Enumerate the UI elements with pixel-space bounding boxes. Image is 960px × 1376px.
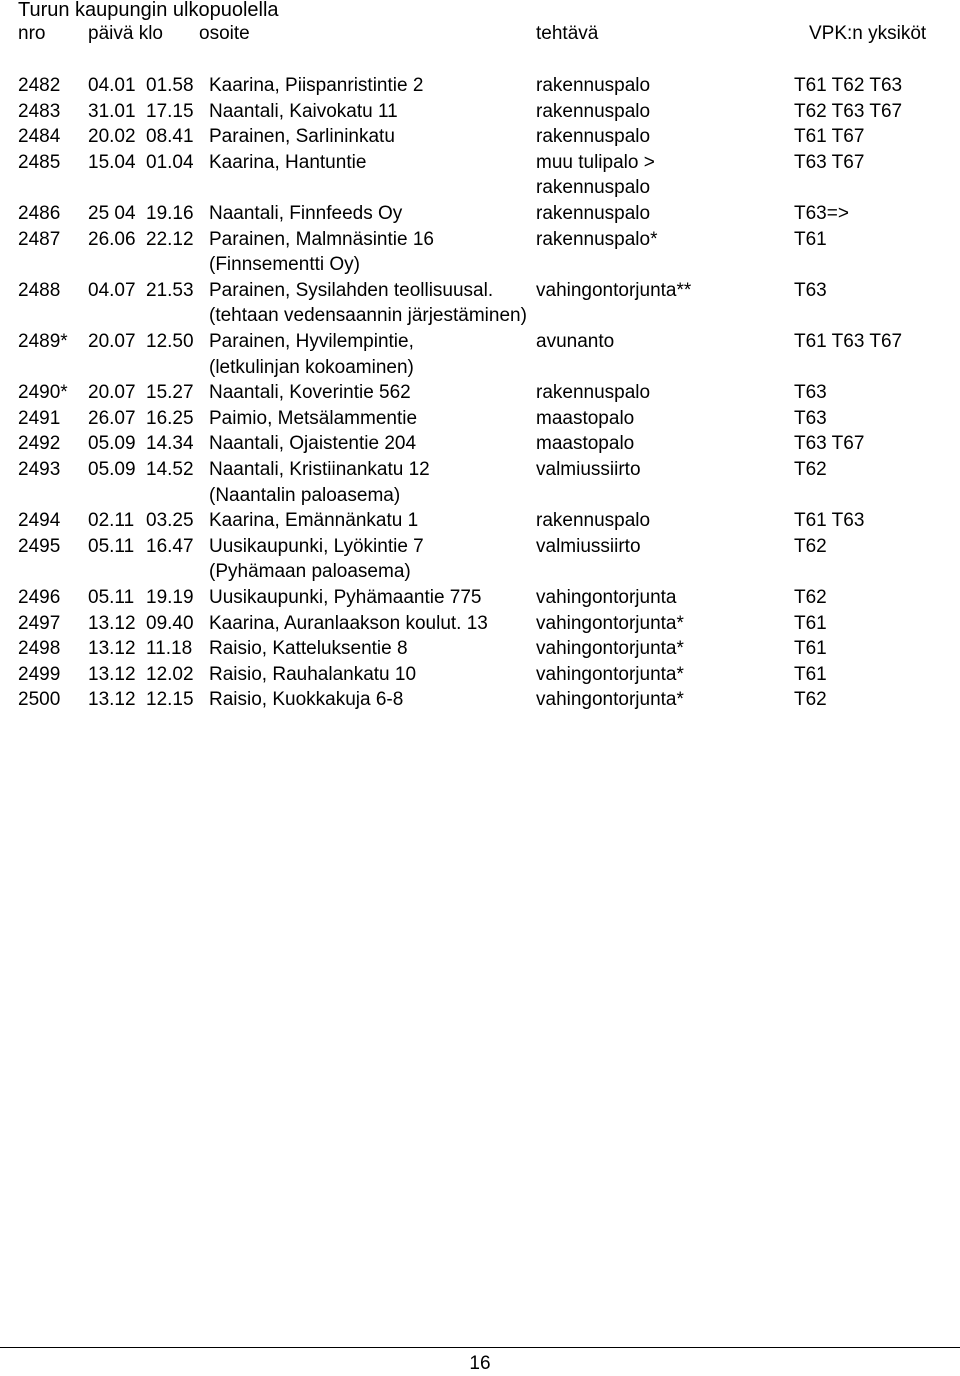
cell-address: Uusikaupunki, Pyhämaantie 775 [209,587,482,608]
cell-date: 05.09 [88,433,136,454]
cell-date: 13.12 [88,638,136,659]
cell-date: 13.12 [88,664,136,685]
table-row [0,150,960,176]
cell-time: 03.25 [146,510,194,531]
cell-time: 12.50 [146,331,194,352]
table-row [0,73,960,99]
table-row [0,201,960,227]
section-title: Turun kaupungin ulkopuolella [18,0,279,21]
cell-units: T63 T67 [794,152,865,173]
table-row [0,406,960,432]
cell-address: Raisio, Katteluksentie 8 [209,638,408,659]
cell-time: 01.58 [146,75,194,96]
cell-nro: 2484 [18,126,61,147]
cell-units: T61 T67 [794,126,865,147]
cell-nro: 2499 [18,664,61,685]
cell-time: 12.15 [146,689,194,710]
cell-units: T62 [794,536,827,557]
table-row [0,380,960,406]
cell-units: T63 T67 [794,433,865,454]
table-row [0,329,960,355]
table-row [0,99,960,125]
cell-nro: 2485 [18,152,61,173]
cell-date: 13.12 [88,689,136,710]
cell-units: T63 [794,280,827,301]
cell-date: 05.09 [88,459,136,480]
cell-time: 21.53 [146,280,194,301]
table-row [0,278,960,304]
cell-nro: 2489* [18,331,68,352]
cell-time: 14.34 [146,433,194,454]
table-row [0,636,960,662]
cell-time: 12.02 [146,664,194,685]
cell-address: Uusikaupunki, Lyökintie 7 [209,536,424,557]
cell-task: rakennuspalo [536,126,651,147]
table-row [0,252,960,278]
cell-time: 15.27 [146,382,194,403]
cell-nro: 2495 [18,536,61,557]
cell-task: vahingontorjunta** [536,280,692,301]
cell-task: maastopalo [536,433,635,454]
cell-task: vahingontorjunta* [536,689,684,710]
cell-units: T62 [794,459,827,480]
table-row [0,483,960,509]
cell-time: 08.41 [146,126,194,147]
cell-address: Kaarina, Hantuntie [209,152,367,173]
cell-address: Kaarina, Emännänkatu 1 [209,510,419,531]
cell-nro: 2491 [18,408,61,429]
header-units: VPK:n yksiköt [809,23,927,44]
cell-date: 05.11 [88,587,135,608]
cell-address: Naantali, Koverintie 562 [209,382,411,403]
cell-task: rakennuspalo [536,101,651,122]
cell-address: Raisio, Kuokkakuja 6-8 [209,689,404,710]
cell-task: valmiussiirto [536,536,641,557]
cell-date: 13.12 [88,613,136,634]
cell-task: vahingontorjunta* [536,613,684,634]
cell-address: (Pyhämaan paloasema) [209,561,411,582]
cell-time: 22.12 [146,229,194,250]
cell-address: (tehtaan vedensaannin järjestäminen) [209,305,527,326]
cell-task: rakennuspalo [536,510,651,531]
cell-nro: 2497 [18,613,61,634]
cell-nro: 2500 [18,689,61,710]
cell-nro: 2488 [18,280,61,301]
cell-time: 17.15 [146,101,194,122]
cell-address: (letkulinjan kokoaminen) [209,357,414,378]
table-row [0,611,960,637]
table-row [0,355,960,381]
table-row [0,585,960,611]
cell-address: Kaarina, Piispanristintie 2 [209,75,424,96]
table-row [0,508,960,534]
cell-address: Parainen, Malmnäsintie 16 [209,229,434,250]
cell-date: 02.11 [88,510,135,531]
cell-units: T62 [794,587,827,608]
cell-nro: 2483 [18,101,61,122]
cell-units: T63 [794,382,827,403]
cell-date: 20.07 [88,382,136,403]
cell-units: T61 [794,229,827,250]
cell-task: maastopalo [536,408,635,429]
cell-date: 26.07 [88,408,136,429]
cell-date: 04.07 [88,280,136,301]
cell-task: rakennuspalo [536,382,651,403]
cell-units: T61 [794,638,827,659]
cell-address: Naantali, Ojaistentie 204 [209,433,417,454]
cell-nro: 2494 [18,510,61,531]
cell-address: Naantali, Finnfeeds Oy [209,203,403,224]
cell-units: T63=> [794,203,849,224]
cell-address: Naantali, Kaivokatu 11 [209,101,398,122]
cell-nro: 2490* [18,382,68,403]
page-number: 16 [469,1353,491,1374]
cell-task: vahingontorjunta* [536,664,684,685]
cell-date: 20.02 [88,126,136,147]
cell-units: T61 T63 [794,510,865,531]
cell-units: T63 [794,408,827,429]
cell-task: avunanto [536,331,615,352]
cell-date: 05.11 [88,536,135,557]
cell-address: Raisio, Rauhalankatu 10 [209,664,417,685]
header-task: tehtävä [536,23,599,44]
cell-time: 16.25 [146,408,194,429]
cell-task: rakennuspalo [536,75,651,96]
cell-task: rakennuspalo* [536,229,658,250]
cell-units: T61 [794,664,827,685]
table-row [0,662,960,688]
cell-time: 19.16 [146,203,194,224]
cell-address: (Naantalin paloasema) [209,485,401,506]
cell-units: T62 [794,689,827,710]
table-row [0,175,960,201]
cell-task: rakennuspalo [536,177,651,198]
cell-date: 04.01 [88,75,136,96]
cell-task: rakennuspalo [536,203,651,224]
cell-address: Naantali, Kristiinankatu 12 [209,459,430,480]
cell-address: Parainen, Hyvilempintie, [209,331,414,352]
cell-time: 14.52 [146,459,194,480]
table-row [0,431,960,457]
cell-nro: 2492 [18,433,61,454]
cell-nro: 2487 [18,229,61,250]
table-row [0,227,960,253]
cell-units: T62 T63 T67 [794,101,903,122]
cell-address: Parainen, Sysilahden teollisuusal. [209,280,494,301]
cell-task: vahingontorjunta [536,587,677,608]
table-row [0,687,960,713]
header-address: osoite [199,23,250,44]
table-row [0,534,960,560]
cell-nro: 2482 [18,75,61,96]
cell-units: T61 T63 T67 [794,331,903,352]
cell-date: 26.06 [88,229,136,250]
cell-task: valmiussiirto [536,459,641,480]
cell-date: 15.04 [88,152,136,173]
table-row [0,559,960,585]
cell-task: vahingontorjunta* [536,638,684,659]
header-date-time: päivä klo [88,23,163,44]
footer-divider [0,1347,960,1348]
cell-time: 09.40 [146,613,194,634]
cell-address: Kaarina, Auranlaakson koulut. 13 [209,613,488,634]
cell-nro: 2486 [18,203,61,224]
table-row [0,457,960,483]
header-nro: nro [18,23,46,44]
cell-nro: 2493 [18,459,61,480]
cell-date: 25 04 [88,203,136,224]
cell-address: Paimio, Metsälammentie [209,408,418,429]
cell-task: muu tulipalo > [536,152,655,173]
cell-time: 01.04 [146,152,194,173]
table-row [0,124,960,150]
cell-time: 16.47 [146,536,194,557]
cell-time: 11.18 [146,638,193,659]
cell-units: T61 [794,613,827,634]
cell-date: 20.07 [88,331,136,352]
cell-time: 19.19 [146,587,194,608]
cell-date: 31.01 [88,101,136,122]
cell-nro: 2496 [18,587,61,608]
cell-address: Parainen, Sarlininkatu [209,126,395,147]
cell-address: (Finnsementti Oy) [209,254,360,275]
cell-nro: 2498 [18,638,61,659]
cell-units: T61 T62 T63 [794,75,903,96]
table-row [0,303,960,329]
